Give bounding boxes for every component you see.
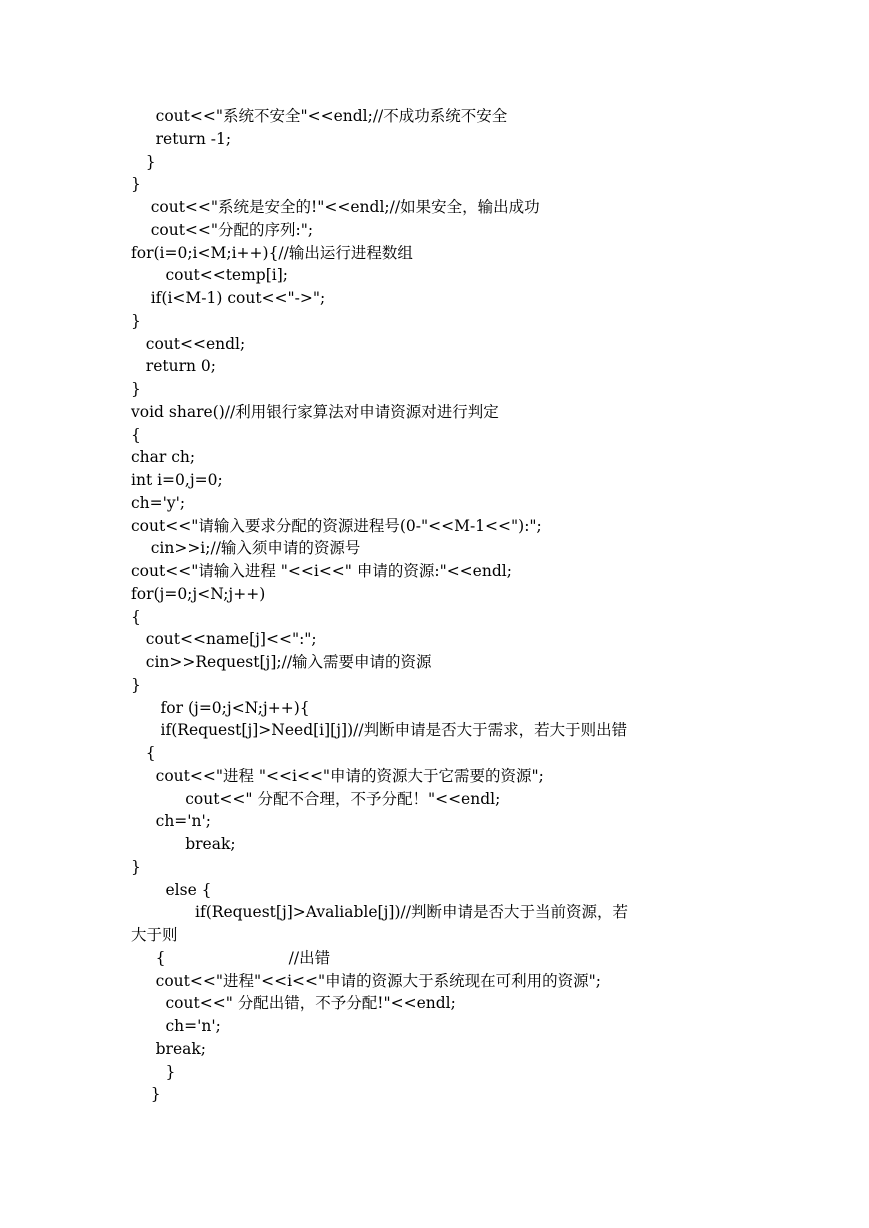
code-line: cout<<"进程 "<<i<<"申请的资源大于它需要的资源"; <box>131 766 544 785</box>
code-line: { //出错 <box>131 948 331 967</box>
code-line: cout<<"请输入进程 "<<i<<" 申请的资源:"<<endl; <box>131 562 512 580</box>
code-line: } <box>131 857 141 876</box>
code-line: cin>>i;//输入须申请的资源号 <box>131 539 361 558</box>
code-line: ch='n'; <box>131 1017 221 1035</box>
code-line: cout<<"进程"<<i<<"申请的资源大于系统现在可利用的资源"; <box>131 971 601 990</box>
code-line: return 0; <box>131 357 216 376</box>
code-line: break; <box>131 835 236 853</box>
code-line: } <box>131 675 141 694</box>
code-line: } <box>131 1085 161 1104</box>
code-listing <box>131 105 771 1106</box>
code-line: cout<<temp[i]; <box>131 266 288 285</box>
code-line: ch='y'; <box>131 493 186 512</box>
code-line: else { <box>131 880 212 899</box>
code-line: for(j=0;j<N;j++) <box>131 584 266 603</box>
code-line: void share()//利用银行家算法对申请资源对进行判定 <box>131 402 499 421</box>
code-line: cin>>Request[j];//输入需要申请的资源 <box>131 653 432 671</box>
code-line: cout<<"系统不安全"<<endl;//不成功系统不安全 <box>131 107 508 125</box>
code-line: char ch; <box>131 448 196 467</box>
code-line: } <box>131 152 156 171</box>
code-line: } <box>131 311 141 330</box>
code-line: 大于则 <box>131 926 178 944</box>
code-line: if(Request[j]>Need[i][j])//判断申请是否大于需求，若大于则出错 <box>131 721 628 740</box>
code-line: } <box>131 1062 176 1081</box>
code-line: if(Request[j]>Avaliable[j])//判断申请是否大于当前资源，若 <box>131 903 628 922</box>
code-line: cout<<"分配的序列:"; <box>131 220 314 239</box>
code-line: for (j=0;j<N;j++){ <box>131 698 310 717</box>
code-line: for(i=0;i<M;i++){//输出运行进程数组 <box>131 243 413 262</box>
code-line: ch='n'; <box>131 812 212 831</box>
code-line: { <box>131 425 141 444</box>
code-line: { <box>131 607 141 626</box>
code-line: break; <box>131 1039 206 1058</box>
code-line: cout<<"请输入要求分配的资源进程号(0-"<<M-1<<"):"; <box>131 516 542 535</box>
code-line: cout<<"系统是安全的!"<<endl;//如果安全，输出成功 <box>131 198 540 216</box>
code-line: cout<<" 分配出错，不予分配!"<<endl; <box>131 994 456 1013</box>
code-line: { <box>131 744 156 762</box>
code-line: } <box>131 175 141 194</box>
code-line: if(i<M-1) cout<<"->"; <box>131 289 326 307</box>
code-line: cout<<endl; <box>131 334 246 353</box>
code-line: return -1; <box>131 129 232 148</box>
code-line: cout<<name[j]<<":"; <box>131 630 317 649</box>
code-line: } <box>131 380 141 398</box>
code-line: cout<<" 分配不合理，不予分配！"<<endl; <box>131 789 501 808</box>
code-line: int i=0,j=0; <box>131 471 223 489</box>
